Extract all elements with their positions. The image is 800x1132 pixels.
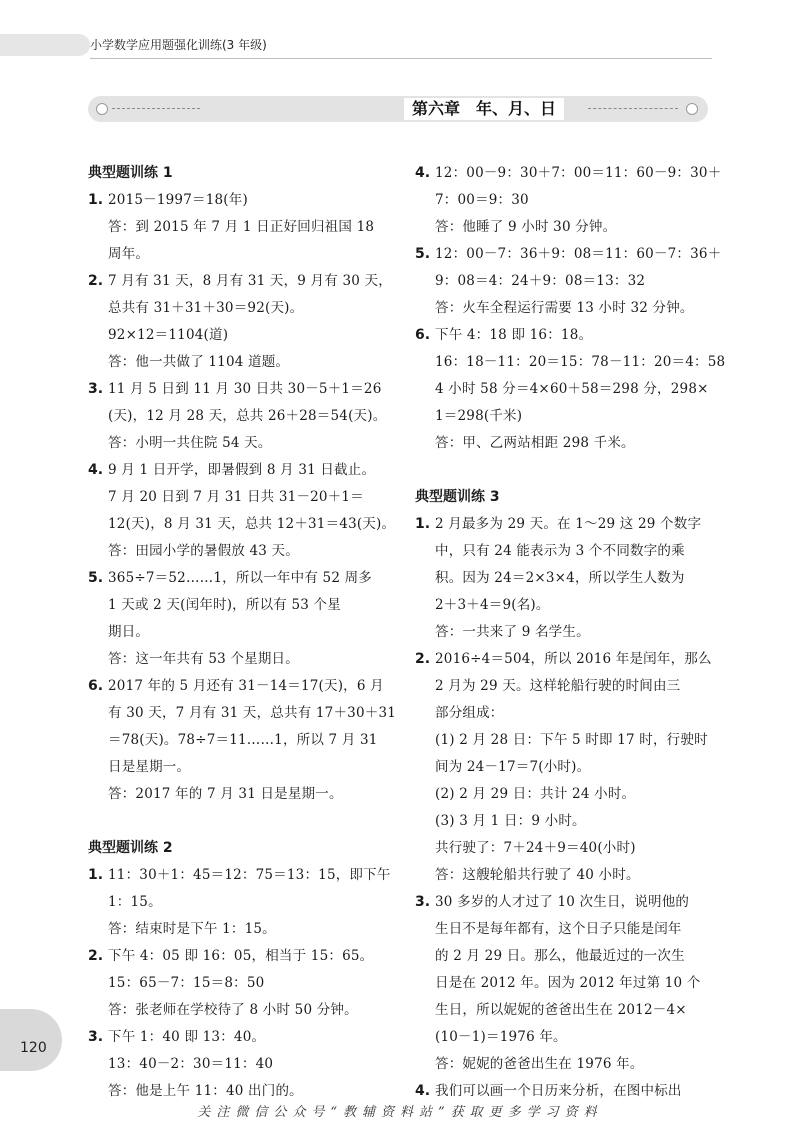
answer-item xyxy=(88,943,394,1024)
chapter-title: 第六章 年、月、日 xyxy=(404,98,564,120)
answer-line: 7：00＝9：30 xyxy=(435,192,529,208)
answer-number: 4. xyxy=(415,1083,431,1099)
answer-line: 间为 24－17＝7(小时)。 xyxy=(435,759,591,775)
right-column xyxy=(415,160,726,1105)
answer-item xyxy=(415,241,722,322)
answer-item xyxy=(88,565,394,673)
answer-line: 生日，所以妮妮的爸爸出生在 2012－4× xyxy=(435,1002,687,1018)
answer-line: 周年。 xyxy=(108,246,150,262)
answer-line: 答：甲、乙两站相距 298 千米。 xyxy=(435,435,635,451)
answer-number: 5. xyxy=(88,570,104,586)
answer-number: 3. xyxy=(88,1029,104,1045)
section-title: 典型题训练 3 xyxy=(415,489,500,505)
answer-line: 下午 4：18 即 16：18。 xyxy=(435,327,593,343)
answer-line: 365÷7＝52……1，所以一年中有 52 周多 xyxy=(108,570,372,586)
answer-item xyxy=(415,511,715,646)
answer-line: 2 月最多为 29 天。在 1～29 这 29 个数字 xyxy=(435,516,702,532)
answer-line: 答：他一共做了 1104 道题。 xyxy=(108,354,290,370)
answer-line: 9 月 1 日开学，即暑假到 8 月 31 日截止。 xyxy=(108,462,376,478)
section-title: 典型题训练 2 xyxy=(88,840,173,856)
chapter-title-bar xyxy=(88,96,708,122)
answer-line: 答：妮妮的爸爸出生在 1976 年。 xyxy=(435,1056,644,1072)
answer-line: 4 小时 58 分＝4×60＋58＝298 分，298× xyxy=(435,381,709,397)
answer-number: 5. xyxy=(415,246,431,262)
answer-line: 答：这艘轮船共行驶了 40 小时。 xyxy=(435,867,640,883)
answer-line: 答：他睡了 9 小时 30 分钟。 xyxy=(435,219,617,235)
header-rule xyxy=(90,58,712,59)
answer-line: 下午 1：40 即 13：40。 xyxy=(108,1029,266,1045)
bar-dot-icon xyxy=(686,103,698,115)
answer-item xyxy=(415,646,715,889)
answer-line: 我们可以画一个日历来分析，在图中标出 xyxy=(435,1083,682,1099)
answer-line: 15：65－7：15＝8：50 xyxy=(108,975,265,991)
answer-line: 2 月为 29 天。这样轮船行驶的时间由三 xyxy=(435,678,681,694)
answer-line: 积。因为 24＝2×3×4，所以学生人数为 xyxy=(435,570,685,586)
answer-line: 答：小明一共住院 54 天。 xyxy=(108,435,272,451)
answer-line: 答：2017 年的 7 月 31 日是星期一。 xyxy=(108,786,343,802)
answer-line: 答：田园小学的暑假放 43 天。 xyxy=(108,543,299,559)
answer-line: (天)，12 月 28 天，总共 26＋28＝54(天)。 xyxy=(108,408,387,424)
answer-line: 日是在 2012 年。因为 2012 年过第 10 个 xyxy=(435,975,701,991)
answer-item xyxy=(88,457,394,565)
answer-item xyxy=(88,673,397,808)
answer-line: (1) 2 月 28 日：下午 5 时即 17 时，行驶时 xyxy=(435,732,708,748)
page-number: 120 xyxy=(20,1040,47,1056)
answer-number: 1. xyxy=(88,192,104,208)
answer-item xyxy=(88,187,394,268)
answer-number: 4. xyxy=(415,165,431,181)
answer-line: 1：15。 xyxy=(108,894,162,910)
answer-line: 期日。 xyxy=(108,624,150,640)
answer-line: 12：00－7：36＋9：08＝11：60－7：36＋ xyxy=(435,246,722,262)
answer-number: 2. xyxy=(88,948,104,964)
answer-line: 92×12＝1104(道) xyxy=(108,327,229,343)
answer-line: 2015－1997＝18(年) xyxy=(108,192,248,208)
answer-line: 答：到 2015 年 7 月 1 日正好回归祖国 18 xyxy=(108,219,375,235)
answer-number: 1. xyxy=(88,867,104,883)
answer-line: 的 2 月 29 日。那么，他最近过的一次生 xyxy=(435,948,685,964)
answer-number: 6. xyxy=(415,327,431,343)
answer-line: 答：这一年共有 53 个星期日。 xyxy=(108,651,299,667)
bar-dashed-line xyxy=(588,108,678,109)
bar-dashed-line xyxy=(112,108,200,109)
answer-line: 1 天或 2 天(闰年时)，所以有 53 个星 xyxy=(108,597,341,613)
answer-number: 4. xyxy=(88,462,104,478)
answer-line: 12：00－9：30＋7：00＝11：60－9：30＋ xyxy=(435,165,722,181)
answer-line: 总共有 31＋31＋30＝92(天)。 xyxy=(108,300,304,316)
answer-line: 答：张老师在学校待了 8 小时 50 分钟。 xyxy=(108,1002,358,1018)
answer-line: 日是星期一。 xyxy=(108,759,191,775)
answer-number: 6. xyxy=(88,678,104,694)
answer-line: 答：一共来了 9 名学生。 xyxy=(435,624,590,640)
answer-line: 答：他是上午 11：40 出门的。 xyxy=(108,1083,303,1099)
answer-item xyxy=(415,889,715,1078)
answer-line: 12(天)，8 月 31 天，总共 12＋31＝43(天)。 xyxy=(108,516,396,532)
answer-number: 3. xyxy=(415,894,431,910)
answer-line: 中，只有 24 能表示为 3 个不同数字的乘 xyxy=(435,543,685,559)
answer-line: 答：火车全程运行需要 13 小时 32 分钟。 xyxy=(435,300,694,316)
answer-line: 2＋3＋4＝9(名)。 xyxy=(435,597,550,613)
bar-dot-icon xyxy=(96,103,108,115)
answer-line: 生日不是每年都有，这个日子只能是闰年 xyxy=(435,921,682,937)
answer-line: (3) 3 月 1 日：9 小时。 xyxy=(435,813,586,829)
answer-item xyxy=(88,1024,394,1105)
answer-line: 下午 4：05 即 16：05，相当于 15：65。 xyxy=(108,948,374,964)
answer-line: 16：18－11：20＝15：78－11：20＝4：58 xyxy=(435,354,726,370)
answer-line: 30 多岁的人才过了 10 次生日，说明他的 xyxy=(435,894,690,910)
answer-item xyxy=(415,322,726,457)
answer-item xyxy=(88,862,394,943)
answer-line: 2017 年的 5 月还有 31－14＝17(天)，6 月 xyxy=(108,678,384,694)
answer-line: 9：08＝4：24＋9：08＝13：32 xyxy=(435,273,646,289)
answer-item xyxy=(415,160,722,241)
answer-line: 部分组成： xyxy=(435,705,504,721)
header-band xyxy=(0,34,90,56)
answer-line: 11 月 5 日到 11 月 30 日共 30－5＋1＝26 xyxy=(108,381,382,397)
answer-line: (10－1)＝1976 年。 xyxy=(435,1029,567,1045)
section-title: 典型题训练 1 xyxy=(88,165,173,181)
answer-number: 2. xyxy=(415,651,431,667)
running-header: 小学数学应用题强化训练(3 年级) xyxy=(90,38,267,52)
answer-line: (2) 2 月 29 日：共计 24 小时。 xyxy=(435,786,636,802)
answer-item xyxy=(88,268,394,376)
answer-line: 1＝298(千米) xyxy=(435,408,523,424)
answer-number: 3. xyxy=(88,381,104,397)
answer-item xyxy=(88,376,394,457)
answer-line: 13：40－2：30＝11：40 xyxy=(108,1056,274,1072)
answer-line: 答：结束时是下午 1：15。 xyxy=(108,921,276,937)
footer-note: 关注微信公众号“教辅资料站”获取更多学习资料 xyxy=(197,1105,603,1120)
answer-number: 1. xyxy=(415,516,431,532)
answer-line: 11：30＋1：45＝12：75＝13：15，即下午 xyxy=(108,867,391,883)
answer-number: 2. xyxy=(88,273,104,289)
answer-line: 7 月有 31 天，8 月有 31 天，9 月有 30 天， xyxy=(108,273,392,289)
answer-line: 2016÷4＝504，所以 2016 年是闰年，那么 xyxy=(435,651,712,667)
answer-line: 有 30 天，7 月有 31 天，总共有 17＋30＋31 xyxy=(108,705,397,721)
answer-line: 共行驶了：7＋24＋9＝40(小时) xyxy=(435,840,636,856)
answer-line: ＝78(天)。78÷7＝11……1，所以 7 月 31 xyxy=(108,732,378,748)
left-column xyxy=(88,160,397,1105)
answer-line: 7 月 20 日到 7 月 31 日共 31－20＋1＝ xyxy=(108,489,364,505)
